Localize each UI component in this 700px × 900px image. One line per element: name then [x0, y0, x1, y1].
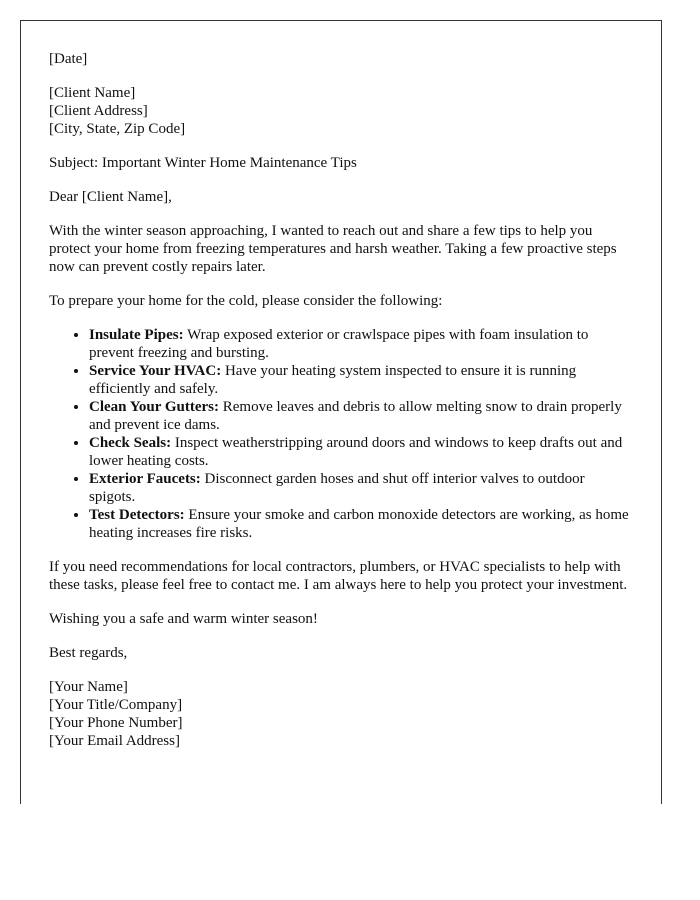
tip-text: Ensure your smoke and carbon monoxide detectors are working, as home heating increases fire risks.: [89, 507, 629, 541]
tip-title: Service Your HVAC:: [89, 363, 222, 379]
recipient-name: [Client Name]: [49, 85, 136, 101]
recipient-city: [City, State, Zip Code]: [49, 121, 186, 137]
greeting: Dear [Client Name],: [49, 189, 172, 205]
tip-text: Disconnect garden hoses and shut off interior valves to outdoor spigots.: [89, 471, 585, 505]
sender-title: [Your Title/Company]: [49, 697, 183, 713]
tip-title: Test Detectors:: [89, 507, 185, 523]
tip-text: Have your heating system inspected to ensure it is running efficiently and safely.: [89, 363, 577, 397]
recipient-block: [49, 84, 633, 138]
date: [Date]: [49, 51, 88, 67]
tip-title: Clean Your Gutters:: [89, 399, 219, 415]
tip-title: Check Seals:: [89, 435, 172, 451]
wish-line: Wishing you a safe and warm winter season!: [49, 611, 318, 627]
tip-item: [89, 326, 633, 362]
tip-text: Remove leaves and debris to allow melting snow to drain properly and prevent ice dams.: [89, 399, 622, 433]
recipient-address: [Client Address]: [49, 103, 148, 119]
sender-block: [49, 678, 633, 750]
tip-item: [89, 506, 633, 542]
letter-page: [20, 20, 662, 804]
tip-text: Wrap exposed exterior or crawlspace pipes with foam insulation to prevent freezing and bursting.: [89, 327, 589, 361]
sender-name: [Your Name]: [49, 679, 128, 695]
sender-email: [Your Email Address]: [49, 733, 180, 749]
tip-item: [89, 362, 633, 398]
tip-title: Insulate Pipes:: [89, 327, 184, 343]
tip-item: [89, 398, 633, 434]
sign-off: Best regards,: [49, 645, 128, 661]
tip-item: [89, 434, 633, 470]
tips-list: [49, 326, 633, 542]
subject-line: Subject: Important Winter Home Maintenance Tips: [49, 155, 357, 171]
tip-item: [89, 470, 633, 506]
list-intro: To prepare your home for the cold, please consider the following:: [49, 293, 443, 309]
tip-title: Exterior Faucets:: [89, 471, 201, 487]
closing-paragraph: If you need recommendations for local contractors, plumbers, or HVAC specialists to help with these tasks, please feel free to contact me. I am always here to help you protect your investment.: [49, 559, 628, 593]
tip-text: Inspect weatherstripping around doors and windows to keep drafts out and lower heating costs.: [89, 435, 623, 469]
intro-paragraph: With the winter season approaching, I wanted to reach out and share a few tips to help you protect your home from freezing temperatures and harsh weather. Taking a few proactive steps now can prevent costly repairs later.: [49, 223, 617, 275]
sender-phone: [Your Phone Number]: [49, 715, 183, 731]
